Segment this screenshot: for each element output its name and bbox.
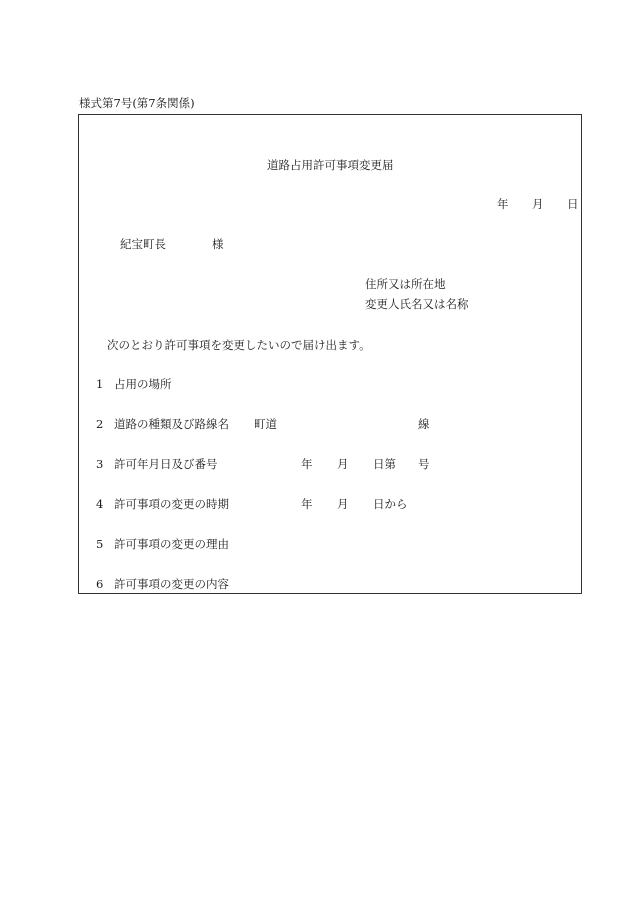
date-day-label: 日 xyxy=(567,197,579,211)
item-1-number: 1 xyxy=(96,377,104,391)
form-title: 道路占用許可事項変更届 xyxy=(267,158,394,172)
date-month-label: 月 xyxy=(532,197,544,211)
item-3-number: 3 xyxy=(96,457,104,471)
item-4-from: 日から xyxy=(373,497,408,511)
item-2-number: 2 xyxy=(96,417,104,431)
addressee-honorific: 様 xyxy=(212,237,224,251)
item-3-day-no: 日第 xyxy=(373,457,396,471)
item-1-label: 占用の場所 xyxy=(114,377,172,391)
item-4-number: 4 xyxy=(96,497,104,511)
item-4-year: 年 xyxy=(301,497,313,511)
item-3-label: 許可年月日及び番号 xyxy=(114,457,218,471)
item-6-number: 6 xyxy=(96,577,104,591)
item-3-number-suffix: 号 xyxy=(418,457,430,471)
item-2-road-type: 町道 xyxy=(254,417,277,431)
date-year-label: 年 xyxy=(497,197,509,211)
intro-text: 次のとおり許可事項を変更したいので届け出ます。 xyxy=(107,338,371,352)
item-4-month: 月 xyxy=(337,497,349,511)
item-2-label: 道路の種類及び路線名 xyxy=(114,417,229,431)
item-2-line-suffix: 線 xyxy=(418,417,430,431)
form-box xyxy=(78,114,582,594)
item-3-year: 年 xyxy=(301,457,313,471)
item-4-label: 許可事項の変更の時期 xyxy=(114,497,229,511)
addressee-name: 紀宝町長 xyxy=(120,237,166,251)
item-6-label: 許可事項の変更の内容 xyxy=(114,577,229,591)
applicant-name-label: 変更人氏名又は名称 xyxy=(365,297,469,311)
item-3-month: 月 xyxy=(337,457,349,471)
form-number: 様式第7号(第7条関係) xyxy=(79,96,195,110)
item-5-label: 許可事項の変更の理由 xyxy=(114,537,229,551)
applicant-address-label: 住所又は所在地 xyxy=(365,277,446,291)
item-5-number: 5 xyxy=(96,537,104,551)
